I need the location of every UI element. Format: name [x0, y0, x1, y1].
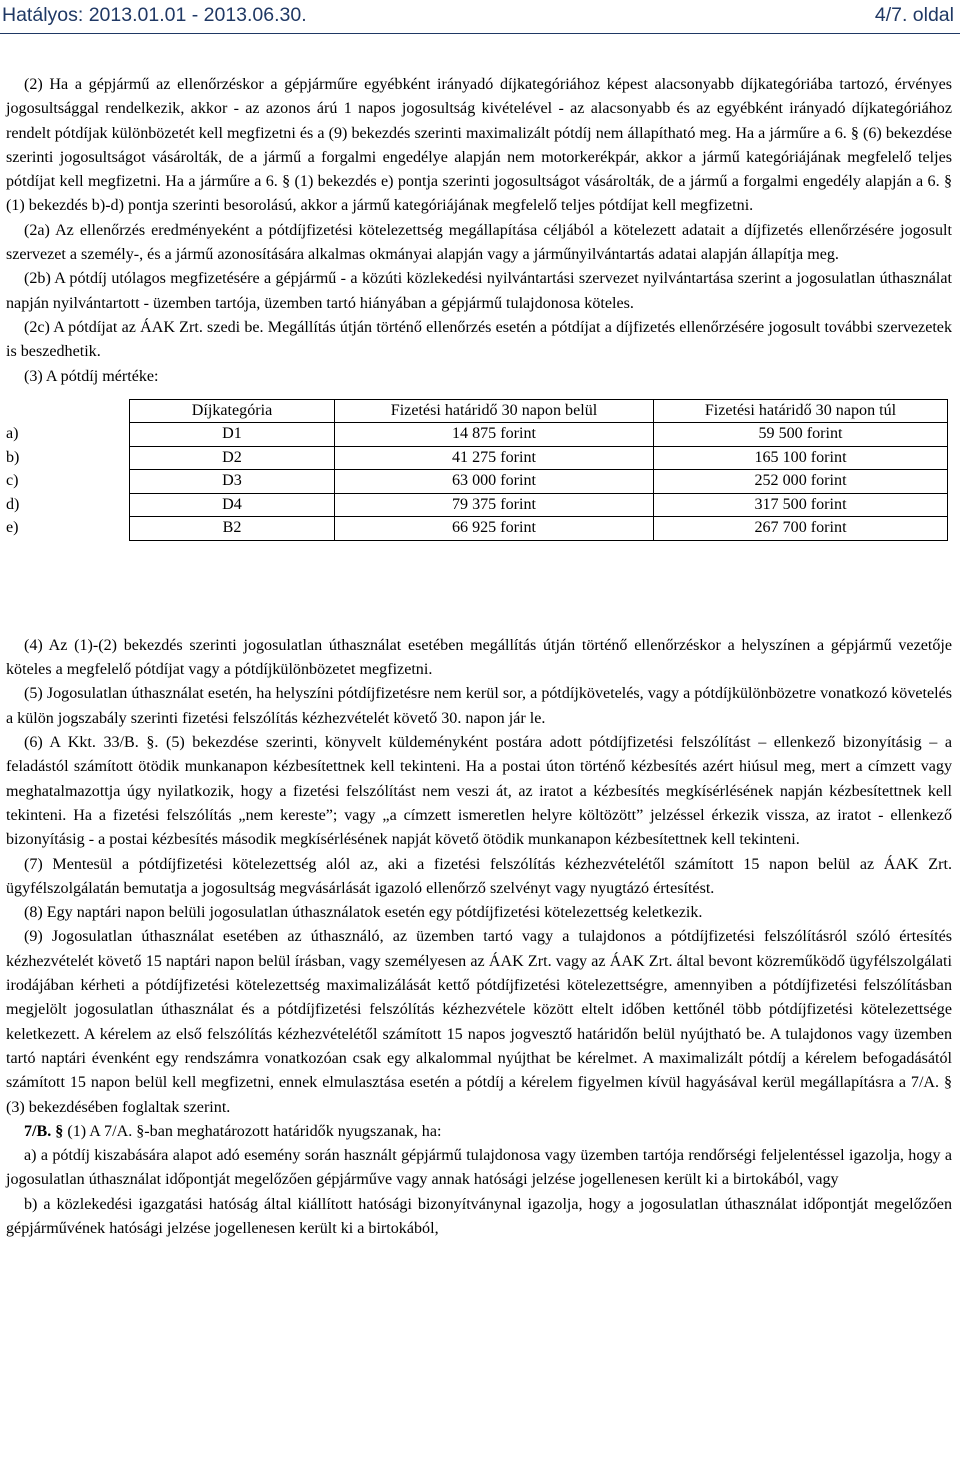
section-intro: (1) A 7/A. §-ban meghatározott határidők nyugszanak, ha:: [67, 1122, 442, 1140]
header-after-30: Fizetési határidő 30 napon túl: [654, 399, 948, 423]
paragraph-8: (8) Egy naptári napon belüli jogosulatlan úthasználatok esetén egy pótdíjfizetési kötelezettség keletkezik.: [24, 904, 703, 922]
table-row: [6, 493, 948, 517]
cell-category: B2: [130, 517, 335, 541]
row-label: a): [6, 425, 19, 443]
document-body: [6, 73, 952, 1241]
paragraph-9: (9) Jogosulatlan úthasználat esetében az úthasználó, az üzemben tartó vagy a tulajdonos a pótdíjfizetési felszólításról szóló értesítés kézhezvételét követő 15 naptári napon belül írásban, vagy személyesen az ÁAK Zrt. vagy az ÁAK Zrt. által bevont közreműködő ügyfélszolgálati irodájában kérheti a pótdíjfizetési kötelezettség maximalizálását kettő pótdíjfizetési kötelezettségre, amennyiben a pótdíjfizetési felszólításban megjelölt jogosulatlan úthasználat és a pótdíjfizetési felszólítás kézhezvétele között eltelt időben kettőnél több pótdíjfizetési kötelezettsége keletkezett. A kérelem az első felszólítás kézhezvételétől számított 15 napos jogvesztő határidőn belül nyújtható be. A tulajdonos vagy üzemben tartó naptári évenként egy rendszámra vonatkozóan csak egy alkalommal nyújthat be kérelmet. A maximalizált pótdíj a kérelem befogadásától számított 15 napon belül kell megfizetni, ennek elmulasztása esetén a pótdíj a kérelem figyelmen kívül hagyásával kerül megállapításra a 7/A. § (3) bekezdésében foglaltak szerint.: [6, 928, 952, 1116]
cell-category: D4: [130, 493, 335, 517]
header-category: Díjkategória: [130, 399, 335, 423]
cell-category: D1: [130, 423, 335, 447]
paragraph-5: (5) Jogosulatlan úthasználat esetén, ha helyszíni pótdíjfizetésre nem kerül sor, a pótdíjkövetelés, vagy a pótdíjkülönbözetre vonatkozó követelés a külön jogszabály szerinti fizetési felszólítás kézhezvételét követő 30. napon jár le.: [6, 685, 952, 727]
header-within-30: Fizetési határidő 30 napon belül: [335, 399, 654, 423]
cell-category: D3: [130, 470, 335, 494]
table-row: [6, 446, 948, 470]
paragraph-2c: (2c) A pótdíjat az ÁAK Zrt. szedi be. Megállítás útján történő ellenőrzés esetén a pótdíjat a díjfizetés ellenőrzésére jogosult további szervezetek is beszedhetik.: [6, 318, 952, 361]
header-divider: [0, 33, 960, 34]
row-label: c): [6, 472, 19, 490]
page-header: [0, 0, 960, 34]
paragraph-2: (2) Ha a gépjármű az ellenőrzéskor a gépjárműre egyébként irányadó díjkategóriához képest alacsonyabb díjkategóriába tartozó, érvényes jogosultsággal rendelkezik, akkor - az azonos árú 1 napos jogosultság kivételével - az alacsonyabb és az egyébként irányadó díjkategóriához rendelt pótdíjak különbözetét kell megfizetni és a (9) bekezdés szerinti maximalizált pótdíj nem állapítható meg. Ha a járműre a 6. § (6) bekezdése szerinti jogosultságot vásárolták, de a jármű a forgalmi engedélye alapján nem motorkerékpár, akkor a jármű kategóriájának megfelelő teljes pótdíjat kell megfizetni. Ha a járműre a 6. § (1) bekezdés e) pontja szerinti jogosultságot vásárolták, de a jármű a forgalmi engedély alapján a 6. § (1) bekezdés b)-d) pontja szerinti besorolású, akkor a jármű kategóriájának megfelelő teljes pótdíjat kell megfizetni.: [6, 76, 952, 215]
spacer: [6, 541, 952, 634]
table-header-row: [6, 399, 948, 423]
section-number: 7/B. §: [24, 1122, 64, 1140]
paragraph-3: (3) A pótdíj mértéke:: [24, 367, 159, 385]
row-label: d): [6, 495, 20, 513]
cell-within-30: 79 375 forint: [335, 493, 654, 517]
cell-within-30: 63 000 forint: [335, 470, 654, 494]
validity-period: Hatályos: 2013.01.01 - 2013.06.30.: [2, 4, 307, 26]
paragraph-6: (6) A Kkt. 33/B. §. (5) bekezdése szerinti, könyvelt küldeményként postára adott pótdíjfizetési felszólítást – ellenkező bizonyításig – a feladástól számított ötödik munkanapon kézbesítettnek kell tekinteni. Ha a postai úton történő kézbesítés azért hiúsul meg, mert a címzett vagy meghatalmazottja úgy nyilatkozik, hogy a fizetési felszólítást nem veszi át, az iratot a kézbesítés megkísérlésének napján kézbesítettnek kell tekinteni. Ha a fizetési felszólítás „nem kereste”; vagy „a címzett ismeretlen helyre költözött” jelzéssel érkezik vissza, az iratot - ellenkező bizonyításig - a postai kézbesítés második megkísérlésének napját követő ötödik munkanapon kézbesítettnek kell tekinteni.: [6, 734, 952, 849]
section-7b-item-b: b) a közlekedési igazgatási hatóság által kiállított hatósági bizonyítványnal igazolja, hogy a jogosulatlan úthasználat időpontját megelőzően gépjárművének hatósági jelzése jogellenesen került ki a birtokából,: [6, 1195, 952, 1237]
paragraph-2b: (2b) A pótdíj utólagos megfizetésére a gépjármű - a közúti közlekedési nyilvántartási szervezet nyilvántartása szerint a jogosulatlan úthasználat napján nyilvántartott - üzemben tartója, üzemben tartó hiányában a gépjármű tulajdonosa köteles.: [6, 270, 952, 312]
cell-within-30: 14 875 forint: [335, 423, 654, 447]
section-7b-item-a: a) a pótdíj kiszabására alapot adó esemény során használt gépjármű tulajdonosa vagy üzemben tartója rendőrségi feljelentéssel igazolja, hogy a jogosulatlan úthasználat időpontját megelőzően gépjárműve vagy annak hatósági jelzése jogellenesen került ki a birtokából, vagy: [6, 1147, 952, 1189]
cell-after-30: 252 000 forint: [654, 470, 948, 494]
cell-within-30: 66 925 forint: [335, 517, 654, 541]
cell-after-30: 317 500 forint: [654, 493, 948, 517]
cell-after-30: 165 100 forint: [654, 446, 948, 470]
fee-table: [6, 399, 948, 541]
paragraph-2a: (2a) Az ellenőrzés eredményeként a pótdíjfizetési kötelezettség megállapítása céljából a kötelezett adatait a díjfizetés ellenőrzésére jogosult szervezet a személy-, és a jármű azonosítására alkalmas okmányai alapján vagy a járműnyilvántartás adatai alapján állapítja meg.: [6, 221, 952, 264]
paragraph-4: (4) Az (1)-(2) bekezdés szerinti jogosulatlan úthasználat esetében megállítás útján történő ellenőrzéskor a helyszínen a gépjármű vezetője köteles a megfelelő pótdíjat vagy a pótdíjkülönbözetet megfizetni.: [6, 636, 952, 679]
table-row: [6, 517, 948, 541]
cell-after-30: 267 700 forint: [654, 517, 948, 541]
section-7b-heading: [6, 1120, 952, 1144]
cell-within-30: 41 275 forint: [335, 446, 654, 470]
row-label: b): [6, 448, 20, 466]
cell-after-30: 59 500 forint: [654, 423, 948, 447]
table-row: [6, 423, 948, 447]
table-row: [6, 470, 948, 494]
paragraph-7: (7) Mentesül a pótdíjfizetési kötelezettség alól az, aki a fizetési felszólítás kézhezvételétől számított 15 napon belül az ÁAK Zrt. ügyfélszolgálatán bemutatja a jogosultság megvásárlását igazoló ellenőrző szelvényt vagy nyugtázó értesítést.: [6, 855, 952, 897]
row-label: e): [6, 519, 19, 537]
cell-category: D2: [130, 446, 335, 470]
page-number: 4/7. oldal: [874, 4, 954, 26]
